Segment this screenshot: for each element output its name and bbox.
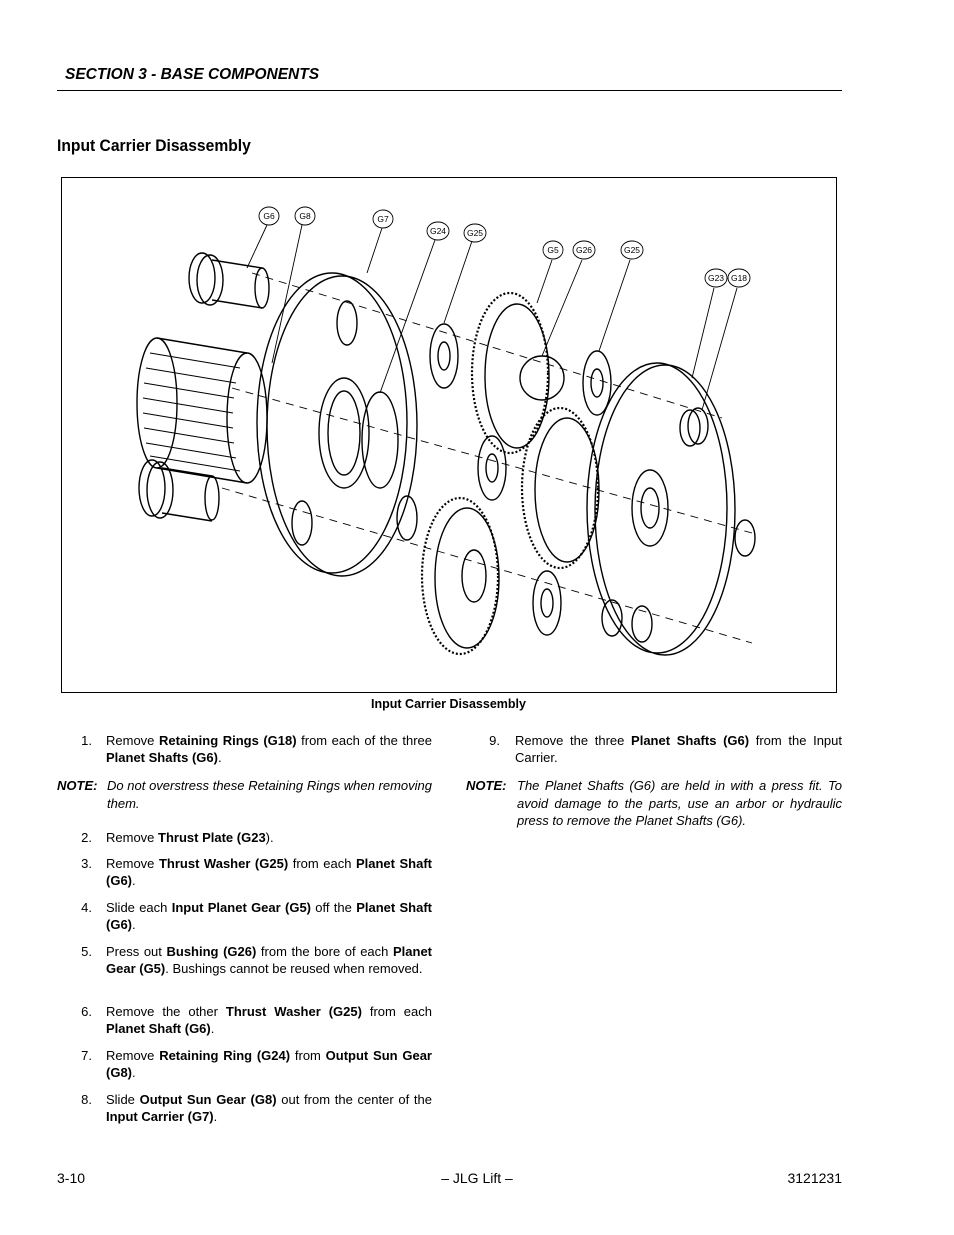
retaining-ring-g18-c [632, 606, 652, 642]
step-9-part: Remove the three [515, 733, 632, 748]
callout-g6: G6 [263, 211, 275, 221]
step-5-part: Press out [106, 944, 167, 959]
step-8-part: Slide [106, 1092, 140, 1107]
step-1-part: Planet Shafts (G6) [106, 750, 218, 765]
note-left-label: NOTE: [57, 778, 98, 793]
step-3-part: . [132, 873, 136, 888]
figure-caption: Input Carrier Disassembly [371, 697, 526, 711]
step-1-part: . [217, 750, 222, 765]
step-6-number: 6. [81, 1004, 92, 1019]
step-9-part: Planet Shafts (G6) [631, 733, 750, 748]
callout-g18: G18 [730, 273, 748, 283]
step-2-number: 2. [81, 830, 92, 845]
step-3-part: from each [288, 856, 356, 871]
step-2-part: ). [265, 830, 274, 845]
step-7-part: from [290, 1048, 326, 1063]
exploded-view-drawing [62, 178, 836, 692]
step-5-part: . Bushings cannot be reused when removed. [165, 961, 423, 976]
callout-g7: G7 [377, 214, 389, 224]
callout-g25-a: G25 [466, 228, 484, 238]
step-1-text [106, 732, 432, 766]
callout-g26: G26 [575, 245, 593, 255]
step-5-part: from the bore of each [256, 944, 393, 959]
step-1-part: Retaining Rings (G18) [158, 733, 297, 748]
step-9-text [515, 732, 842, 766]
retaining-ring-g18-b [735, 520, 755, 556]
planet-shaft-g6-bottom [139, 460, 219, 521]
step-1-part: Remove [106, 733, 159, 748]
step-7-part: . [132, 1065, 136, 1080]
step-3-text [106, 855, 432, 889]
step-5-part: Planet Gear (G5) [106, 944, 432, 976]
step-4-part: Input Planet Gear (G5) [171, 900, 311, 915]
retaining-ring-g24 [362, 392, 398, 488]
planet-shaft-g6-top [189, 253, 269, 308]
step-4-number: 4. [81, 900, 92, 915]
note-right-text: The Planet Shafts (G6) are held in with a press fit. To avoid damage to the parts, use an arbor or hydraulic press to remove the Planet Shafts (G6). [517, 778, 842, 828]
thrust-washer-g25-a [430, 324, 458, 388]
step-7-text [106, 1047, 432, 1081]
step-4-text [106, 899, 432, 933]
step-6-part: . [210, 1021, 215, 1036]
step-8-text [106, 1091, 432, 1125]
step-1-part: from each of the three [296, 733, 432, 748]
step-2-part: Thrust Plate (G23 [158, 830, 266, 845]
step-8-number: 8. [81, 1092, 92, 1107]
step-3-part: Planet Shaft (G6) [106, 856, 433, 888]
step-8-part: Input Carrier (G7) [106, 1109, 214, 1124]
step-8-part: . [213, 1109, 218, 1124]
note-left-text: Do not overstress these Retaining Rings when removing them. [107, 778, 432, 811]
callout-g23: G23 [707, 273, 725, 283]
step-8-part: Output Sun Gear (G8) [139, 1092, 277, 1107]
step-6-part: Thrust Washer (G25) [225, 1004, 362, 1019]
step-6-part: Remove the other [106, 1004, 226, 1019]
exploded-view-figure [61, 177, 837, 693]
footer-brand: – JLG Lift – [441, 1170, 513, 1186]
step-9-part: from the Input Carrier. [515, 733, 842, 765]
input-planet-gear-g5-top [472, 293, 548, 453]
step-6-part: Planet Shaft (G6) [106, 1021, 211, 1036]
step-3-number: 3. [81, 856, 92, 871]
section-header: SECTION 3 - BASE COMPONENTS [65, 66, 320, 83]
step-3-part: Remove [106, 856, 159, 871]
step-7-number: 7. [81, 1048, 92, 1063]
callout-g25-b: G25 [623, 245, 641, 255]
step-4-part: Planet Shaft (G6) [106, 900, 432, 932]
step-9-number: 9. [489, 733, 500, 748]
footer-page-number: 3-10 [57, 1170, 86, 1186]
note-right-label: NOTE: [466, 778, 507, 793]
step-5-number: 5. [81, 944, 92, 959]
page-heading: Input Carrier Disassembly [57, 136, 251, 155]
step-6-part: from each [361, 1004, 432, 1019]
step-5-part: Bushing (G26) [166, 944, 257, 959]
step-4-part: off the [311, 900, 357, 915]
footer-doc-number: 3121231 [787, 1170, 842, 1186]
step-1-number: 1. [81, 733, 92, 748]
step-8-part: out from the center of the [276, 1092, 432, 1107]
callout-g24: G24 [429, 226, 447, 236]
step-6-text [106, 1003, 432, 1037]
callout-g5: G5 [547, 245, 559, 255]
thrust-plate-g23 [587, 363, 735, 655]
step-7-part: Output Sun Gear (G8) [106, 1048, 432, 1080]
header-rule [57, 90, 842, 91]
step-2-part: Remove [106, 830, 159, 845]
step-3-part: Thrust Washer (G25) [158, 856, 289, 871]
step-5-text [106, 943, 432, 977]
callout-g8: G8 [299, 211, 311, 221]
step-7-part: Remove [106, 1048, 160, 1063]
step-4-part: . [132, 917, 136, 932]
input-carrier-g7 [257, 273, 417, 576]
step-7-part: Retaining Ring (G24) [159, 1048, 291, 1063]
step-2-text [106, 829, 432, 846]
step-4-part: Slide each [106, 900, 172, 915]
